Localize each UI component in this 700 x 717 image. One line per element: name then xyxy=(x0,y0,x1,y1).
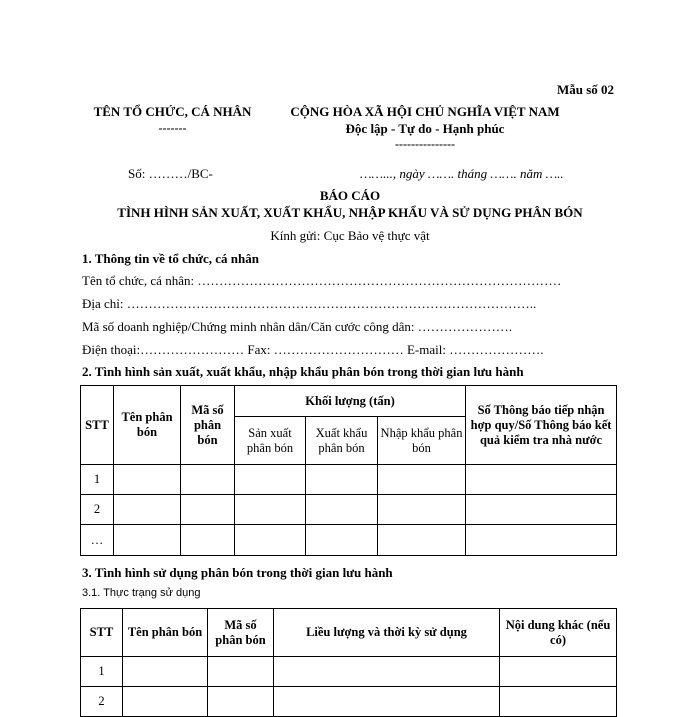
table-cell[interactable] xyxy=(274,687,500,717)
table-cell[interactable] xyxy=(500,657,617,687)
section3-heading: 3. Tình hình sử dụng phân bón trong thời gian lưu hành xyxy=(82,565,393,580)
org-name-header: TÊN TỔ CHỨC, CÁ NHÂN xyxy=(93,104,252,119)
col-other-content: Nội dung khác (nếu có) xyxy=(500,609,617,657)
section1-heading: 1. Thông tin về tổ chức, cá nhân xyxy=(82,251,259,266)
col-fertilizer-name: Tên phân bón xyxy=(123,609,208,657)
org-header-divider: ------- xyxy=(158,121,187,135)
table-cell[interactable] xyxy=(208,687,274,717)
field-address: Địa chỉ: ………………………………………………………………………………….. xyxy=(82,296,537,311)
document-date: ……..., ngày ……. tháng ……. năm ….. xyxy=(360,166,564,181)
col-stt: STT xyxy=(81,386,114,465)
section2-heading: 2. Tình hình sản xuất, xuất khẩu, nhập khẩu phân bón trong thời gian lưu hành xyxy=(82,364,524,379)
report-title: BÁO CÁO xyxy=(319,188,381,203)
table-row xyxy=(81,687,617,717)
col-dosage-period: Liều lượng và thời kỳ sử dụng xyxy=(274,609,500,657)
table-cell[interactable] xyxy=(306,495,378,525)
table-cell[interactable] xyxy=(114,525,181,556)
row-stt: 2 xyxy=(81,495,114,525)
section3-1-heading: 3.1. Thực trạng sử dụng xyxy=(82,587,201,599)
table-cell[interactable] xyxy=(181,525,235,556)
field-org-name: Tên tổ chức, cá nhân: ………………………………………………………………………… xyxy=(82,273,562,288)
table-cell[interactable] xyxy=(306,465,378,495)
national-header-divider: --------------- xyxy=(395,137,455,151)
table-cell[interactable] xyxy=(466,525,617,556)
table-cell[interactable] xyxy=(235,465,306,495)
table-cell[interactable] xyxy=(235,525,306,556)
table-cell[interactable] xyxy=(208,657,274,687)
row-stt: 2 xyxy=(81,687,123,717)
table-cell[interactable] xyxy=(123,687,208,717)
table-cell[interactable] xyxy=(378,525,466,556)
table-cell[interactable] xyxy=(123,657,208,687)
row-stt: 1 xyxy=(81,657,123,687)
report-subtitle: TÌNH HÌNH SẢN XUẤT, XUẤT KHẨU, NHẬP KHẨU VÀ SỬ DỤNG PHÂN BÓN xyxy=(117,205,583,220)
col-stt: STT xyxy=(81,609,123,657)
table-cell[interactable] xyxy=(274,657,500,687)
production-table xyxy=(80,385,617,556)
form-code: Mẫu số 02 xyxy=(557,82,615,97)
usage-table xyxy=(80,608,617,717)
table-row xyxy=(81,495,617,525)
table-cell[interactable] xyxy=(235,495,306,525)
col-production: Sản xuất phân bón xyxy=(235,417,306,465)
col-volume-group: Khối lượng (tấn) xyxy=(235,386,466,417)
col-fertilizer-name: Tên phân bón xyxy=(114,386,181,465)
table-row xyxy=(81,525,617,556)
national-title: CỘNG HÒA XÃ HỘI CHỦ NGHĨA VIỆT NAM xyxy=(290,104,560,119)
row-stt: 1 xyxy=(81,465,114,495)
col-notice-number: Số Thông báo tiếp nhận hợp quy/Số Thông báo kết quả kiểm tra nhà nước xyxy=(466,386,617,465)
field-contact: Điện thoại:…………………… Fax: ………………………… E-mail: …………………. xyxy=(82,342,544,357)
table-cell[interactable] xyxy=(181,495,235,525)
table-row xyxy=(81,657,617,687)
field-business-id: Mã số doanh nghiệp/Chứng minh nhân dân/Căn cước công dân: …………………. xyxy=(82,319,513,334)
table-cell[interactable] xyxy=(114,495,181,525)
table-cell[interactable] xyxy=(466,465,617,495)
table-cell[interactable] xyxy=(181,465,235,495)
table-cell[interactable] xyxy=(378,495,466,525)
table-cell[interactable] xyxy=(500,687,617,717)
table-row xyxy=(81,465,617,495)
col-fertilizer-code: Mã số phân bón xyxy=(181,386,235,465)
table-cell[interactable] xyxy=(466,495,617,525)
document-number: Số: ………/BC- xyxy=(128,166,213,181)
table-cell[interactable] xyxy=(378,465,466,495)
report-recipient: Kính gửi: Cục Bảo vệ thực vật xyxy=(270,228,430,243)
table-cell[interactable] xyxy=(306,525,378,556)
col-fertilizer-code: Mã số phân bón xyxy=(208,609,274,657)
national-motto: Độc lập - Tự do - Hạnh phúc xyxy=(345,121,505,136)
col-import: Nhập khẩu phân bón xyxy=(378,417,466,465)
table-cell[interactable] xyxy=(114,465,181,495)
col-export: Xuất khẩu phân bón xyxy=(306,417,378,465)
row-stt: … xyxy=(81,525,114,556)
